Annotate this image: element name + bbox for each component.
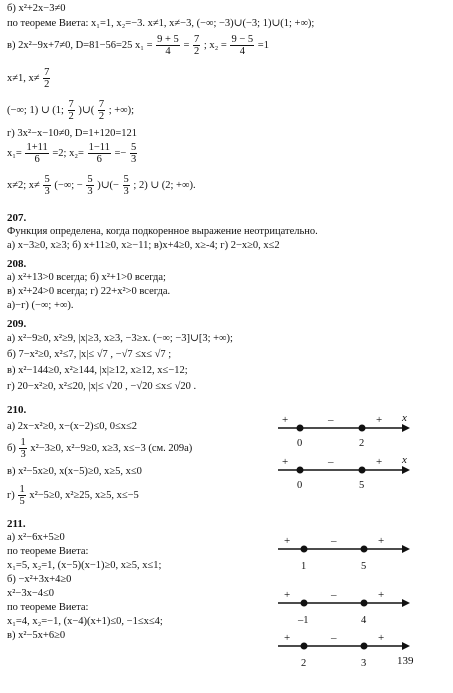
line-210a: а) 2x−x²≥0, x−(x−2)≤0, 0≤x≤2 bbox=[7, 421, 137, 432]
page-number: 139 bbox=[397, 655, 414, 667]
text: x²−3≥0, x²−9≥0, x≥3, x≤−3 (см. 209а) bbox=[30, 442, 193, 454]
numerator: 9 − 5 bbox=[231, 34, 254, 45]
fraction bbox=[123, 174, 130, 197]
sign-plus: + bbox=[282, 414, 289, 426]
sign-minus: – bbox=[331, 589, 337, 601]
numerator: 1 bbox=[19, 484, 25, 495]
line-209v: в) x²−144≥0, x²≥144, |x|≥12, x≥12, x≤−12; bbox=[7, 365, 188, 376]
line-211a-roots: x₁=5, x₂=1, (x−5)(x−1)≥0, x≥5, x≤1; bbox=[7, 560, 162, 571]
fraction bbox=[156, 34, 180, 57]
point-label: 2 bbox=[359, 438, 365, 449]
line-207-intro: Функция определена, когда подкоренное выражение неотрицательно. bbox=[7, 226, 318, 237]
problem-number-208: 208. bbox=[7, 258, 27, 270]
axis-label: x bbox=[402, 454, 407, 466]
sign-minus: – bbox=[331, 632, 337, 644]
axis-label: x bbox=[402, 412, 407, 424]
denominator: 3 bbox=[130, 154, 137, 166]
point-label: 4 bbox=[361, 615, 367, 626]
line-209a: а) x²−9≥0, x²≥9, |x|≥3, x≥3, −3≥x. (−∞; −3]∪[3; +∞); bbox=[7, 333, 233, 344]
line-208-answer: а)−г) (−∞; +∞). bbox=[7, 300, 74, 311]
sign-minus: – bbox=[331, 535, 337, 547]
text: ; 2) ∪ (2; +∞). bbox=[133, 179, 196, 191]
line-210v: в) x²−5x≥0, x(x−5)≥0, x≥5, x≤0 bbox=[7, 466, 142, 477]
line-208-ab: а) x²+13>0 всегда; б) x²+1>0 всегда; bbox=[7, 272, 166, 283]
line-211v: в) x²−5x+6≥0 bbox=[7, 630, 66, 641]
numerator: 5 bbox=[44, 174, 50, 185]
fraction bbox=[25, 142, 48, 165]
line-209b: б) 7−x²≥0, x²≤7, |x|≤ √7 , −√7 ≤x≤ √7 ; bbox=[7, 349, 172, 360]
fraction bbox=[43, 67, 50, 90]
sign-minus: – bbox=[328, 414, 334, 426]
line-209g: г) 20−x²≥0, x²≤20, |x|≤ √20 , −√20 ≤x≤ √20 . bbox=[7, 381, 197, 392]
point-label: 0 bbox=[297, 438, 303, 449]
point-label: 3 bbox=[361, 658, 367, 669]
fraction bbox=[98, 99, 105, 122]
number-line-axis bbox=[276, 591, 411, 611]
numerator: 5 bbox=[123, 174, 129, 185]
text: ; x₂ = bbox=[203, 39, 227, 51]
point-label: –1 bbox=[298, 615, 309, 626]
number-line-211v bbox=[276, 634, 426, 674]
numerator: 1+11 bbox=[26, 142, 48, 153]
sign-plus: + bbox=[282, 456, 289, 468]
denominator: 2 bbox=[44, 79, 50, 91]
number-line-axis bbox=[276, 416, 411, 436]
line-206g-interval bbox=[7, 174, 196, 197]
line-206v bbox=[7, 34, 269, 57]
line-211a-vieta: по теореме Виета: bbox=[7, 546, 89, 557]
number-line-211a bbox=[276, 537, 426, 577]
fraction bbox=[230, 34, 254, 57]
line-211b-roots: x₁=4, x₂=−1, (x−4)(x+1)≤0, −1≤x≤4; bbox=[7, 616, 163, 627]
fraction bbox=[130, 142, 137, 165]
denominator: 5 bbox=[19, 496, 25, 508]
denominator: 4 bbox=[165, 46, 171, 58]
line-211b: б) −x²+3x+4≥0 bbox=[7, 574, 72, 585]
line-206g: г) 3x²−x−10≠0, D=1+120=121 bbox=[7, 128, 138, 139]
sign-plus: + bbox=[284, 632, 291, 644]
fraction bbox=[68, 99, 75, 122]
denominator: 2 bbox=[68, 111, 74, 123]
sign-plus: + bbox=[284, 535, 291, 547]
text: x₁= bbox=[7, 147, 22, 159]
text: x≠2; x≠ bbox=[7, 179, 40, 191]
fraction bbox=[86, 174, 93, 197]
fraction bbox=[88, 142, 111, 165]
numerator: 7 bbox=[193, 34, 200, 45]
line-211b-reduced: x²−3x−4≤0 bbox=[7, 588, 55, 599]
sign-plus: + bbox=[378, 535, 385, 547]
text: (−∞; − bbox=[54, 179, 83, 191]
text: ; +∞); bbox=[108, 104, 135, 116]
line-207-answers: а) x−3≥0, x≥3; б) x+11≥0, x≥−11; в)x+4≥0, x≥-4; г) 2−x≥0, x≤2 bbox=[7, 240, 280, 251]
sign-plus: + bbox=[376, 414, 383, 426]
denominator: 2 bbox=[193, 46, 200, 58]
denominator: 2 bbox=[98, 111, 105, 123]
sign-plus: + bbox=[284, 589, 291, 601]
text: =− bbox=[114, 147, 127, 159]
line-211b-vieta: по теореме Виета: bbox=[7, 602, 89, 613]
numerator: 5 bbox=[130, 142, 137, 153]
problem-number-209: 209. bbox=[7, 318, 27, 330]
line-206b-vieta: по теореме Виета: x₁=1, x₂=−3. x≠1, x≠−3, (−∞; −3)∪(−3; 1)∪(1; +∞); bbox=[7, 18, 315, 29]
numerator: 7 bbox=[68, 99, 74, 110]
number-line-211b bbox=[276, 591, 426, 631]
problem-number-210: 210. bbox=[7, 404, 27, 416]
denominator: 3 bbox=[20, 449, 26, 461]
number-line-210a bbox=[276, 412, 426, 456]
number-line-axis bbox=[276, 537, 411, 557]
text: = bbox=[183, 39, 190, 51]
line-206v-domain bbox=[7, 67, 51, 90]
denominator: 6 bbox=[96, 154, 102, 166]
number-line-axis bbox=[276, 634, 411, 654]
numerator: 1 bbox=[20, 437, 26, 448]
denominator: 4 bbox=[239, 46, 245, 58]
line-206g-roots bbox=[7, 142, 138, 165]
line-210b bbox=[7, 437, 192, 460]
text: в) 2x²−9x+7≠0, D=81−56=25 x₁ = bbox=[7, 39, 153, 51]
numerator: 5 bbox=[87, 174, 93, 185]
number-line-210v bbox=[276, 454, 426, 498]
text: )∪( bbox=[78, 104, 95, 116]
denominator: 3 bbox=[87, 186, 93, 198]
denominator: 6 bbox=[34, 154, 40, 166]
point-label: 2 bbox=[301, 658, 307, 669]
fraction bbox=[19, 437, 26, 460]
line-211a: а) x²−6x+5≥0 bbox=[7, 532, 65, 543]
sign-plus: + bbox=[378, 632, 385, 644]
point-label: 0 bbox=[297, 480, 303, 491]
text: =1 bbox=[257, 39, 269, 51]
sign-plus: + bbox=[376, 456, 383, 468]
fraction bbox=[18, 484, 25, 507]
text: x≠1, x≠ bbox=[7, 72, 40, 84]
denominator: 3 bbox=[44, 186, 50, 198]
text: x²−5≥0, x²≥25, x≥5, x≤−5 bbox=[29, 489, 139, 501]
text: б) bbox=[7, 442, 16, 454]
sign-minus: – bbox=[328, 456, 334, 468]
fraction bbox=[193, 34, 200, 57]
text: г) bbox=[7, 489, 15, 501]
problem-number-211: 211. bbox=[7, 518, 26, 530]
point-label: 1 bbox=[301, 561, 307, 572]
sign-plus: + bbox=[378, 589, 385, 601]
line-206b: б) x²+2x−3≠0 bbox=[7, 3, 66, 14]
line-206v-interval bbox=[7, 99, 134, 122]
numerator: 7 bbox=[98, 99, 105, 110]
fraction bbox=[43, 174, 50, 197]
text: )∪(− bbox=[97, 179, 119, 191]
numerator: 1−11 bbox=[88, 142, 110, 153]
point-label: 5 bbox=[359, 480, 365, 491]
text: =2; x₂= bbox=[52, 147, 84, 159]
number-line-axis bbox=[276, 458, 411, 478]
line-208-vg: в) x²+24>0 всегда; г) 22+x²>0 всегда. bbox=[7, 286, 171, 297]
numerator: 7 bbox=[44, 67, 50, 78]
denominator: 3 bbox=[123, 186, 129, 198]
line-210g bbox=[7, 484, 139, 507]
problem-number-207: 207. bbox=[7, 212, 27, 224]
point-label: 5 bbox=[361, 561, 367, 572]
numerator: 9 + 5 bbox=[157, 34, 179, 45]
text: (−∞; 1) ∪ (1; bbox=[7, 104, 64, 116]
